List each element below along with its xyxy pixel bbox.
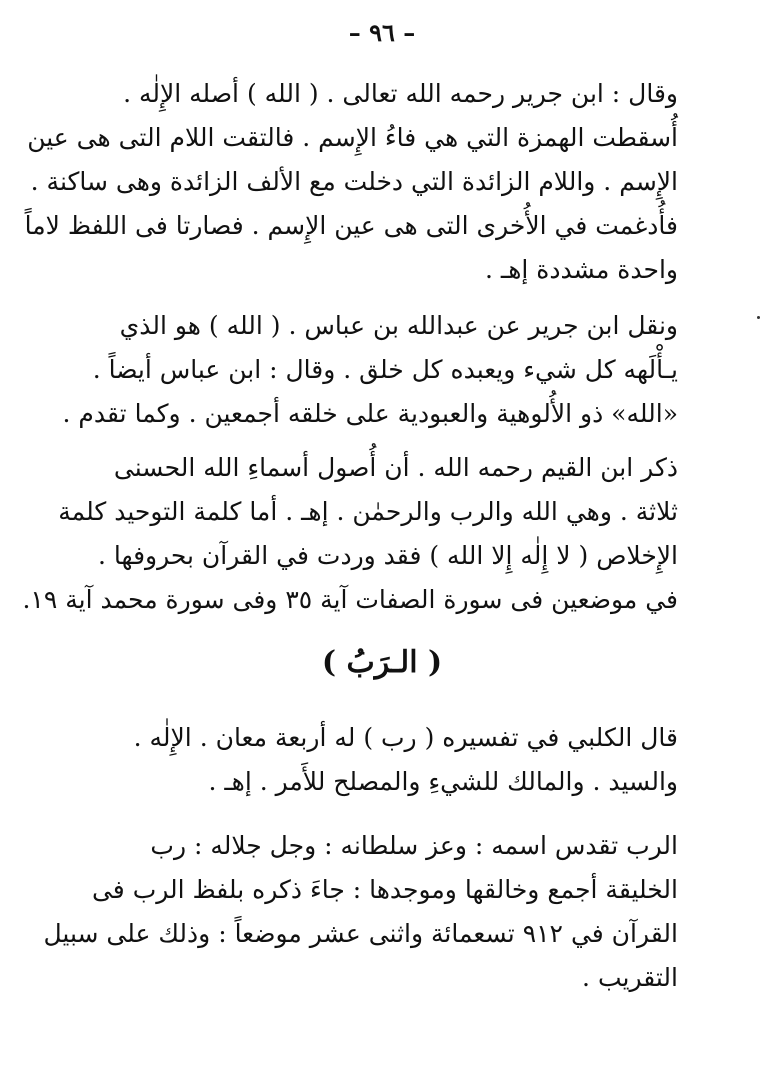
text-line: فأُدغمت في الأُخرى التى هى عين الإِسم . فصارتا فى اللفظ لاماً — [24, 211, 678, 240]
paragraph-4 — [86, 716, 678, 804]
text-line: ونقل ابن جرير عن عبدالله بن عباس . ( الله ) هو الذي — [119, 311, 678, 340]
paragraph-5 — [43, 824, 678, 1000]
scan-speck — [757, 316, 760, 319]
text-line: وقال : ابن جرير رحمه الله تعالى . ( الله ) أصله الإِلٰه . — [123, 79, 678, 108]
text-line: القرآن في ٩١٢ تسعمائة واثنى عشر موضعاً : وذلك على سبيل — [43, 919, 678, 948]
text-line: أُسقطت الهمزة التي هي فاءُ الإِسم . فالتقت اللام التى هى عين — [27, 123, 678, 152]
text-line: الإِسم . واللام الزائدة التي دخلت مع الألف الزائدة وهى ساكنة . — [30, 167, 678, 196]
text-line: والسيد . والمالك للشيءِ والمصلح للأَمر . إهـ . — [208, 767, 678, 796]
paragraph-2 — [62, 304, 678, 436]
text-line: ذكر ابن القيم رحمه الله . أن أُصول أسماءِ الله الحسنى — [113, 453, 678, 482]
paragraph-1 — [24, 72, 678, 292]
text-line: الإِخلاص ( لا إِلٰه إِلا الله ) فقد وردت في القرآن بحروفها . — [98, 541, 678, 570]
text-line: واحدة مشددة إهـ . — [485, 255, 678, 284]
text-line: الخليقة أجمع وخالقها وموجدها : جاءَ ذكره بلفظ الرب فى — [91, 875, 678, 904]
section-heading: ( الـرَبُ ) — [321, 645, 443, 680]
text-line: «الله» ذو الأُلوهية والعبودية على خلقه أجمعين . وكما تقدم . — [62, 399, 678, 428]
text-line: في موضعين فى سورة الصفات آية ٣٥ وفى سورة محمد آية ١٩. — [22, 585, 678, 614]
text-line: التقريب . — [582, 963, 678, 992]
text-line: قال الكلبي في تفسيره ( رب ) له أربعة معان . الإِلٰه . — [133, 723, 678, 752]
page-number: – ٩٦ – — [348, 18, 416, 47]
paragraph-3 — [22, 446, 678, 622]
text-line: الرب تقدس اسمه : وعز سلطانه : وجل جلاله : رب — [150, 831, 678, 860]
text-line: ثلاثة . وهي الله والرب والرحمٰن . إهـ . أما كلمة التوحيد كلمة — [58, 497, 678, 526]
text-line: يـأْلَهه كل شيء ويعبده كل خلق . وقال : ابن عباس أيضاً . — [92, 355, 678, 384]
